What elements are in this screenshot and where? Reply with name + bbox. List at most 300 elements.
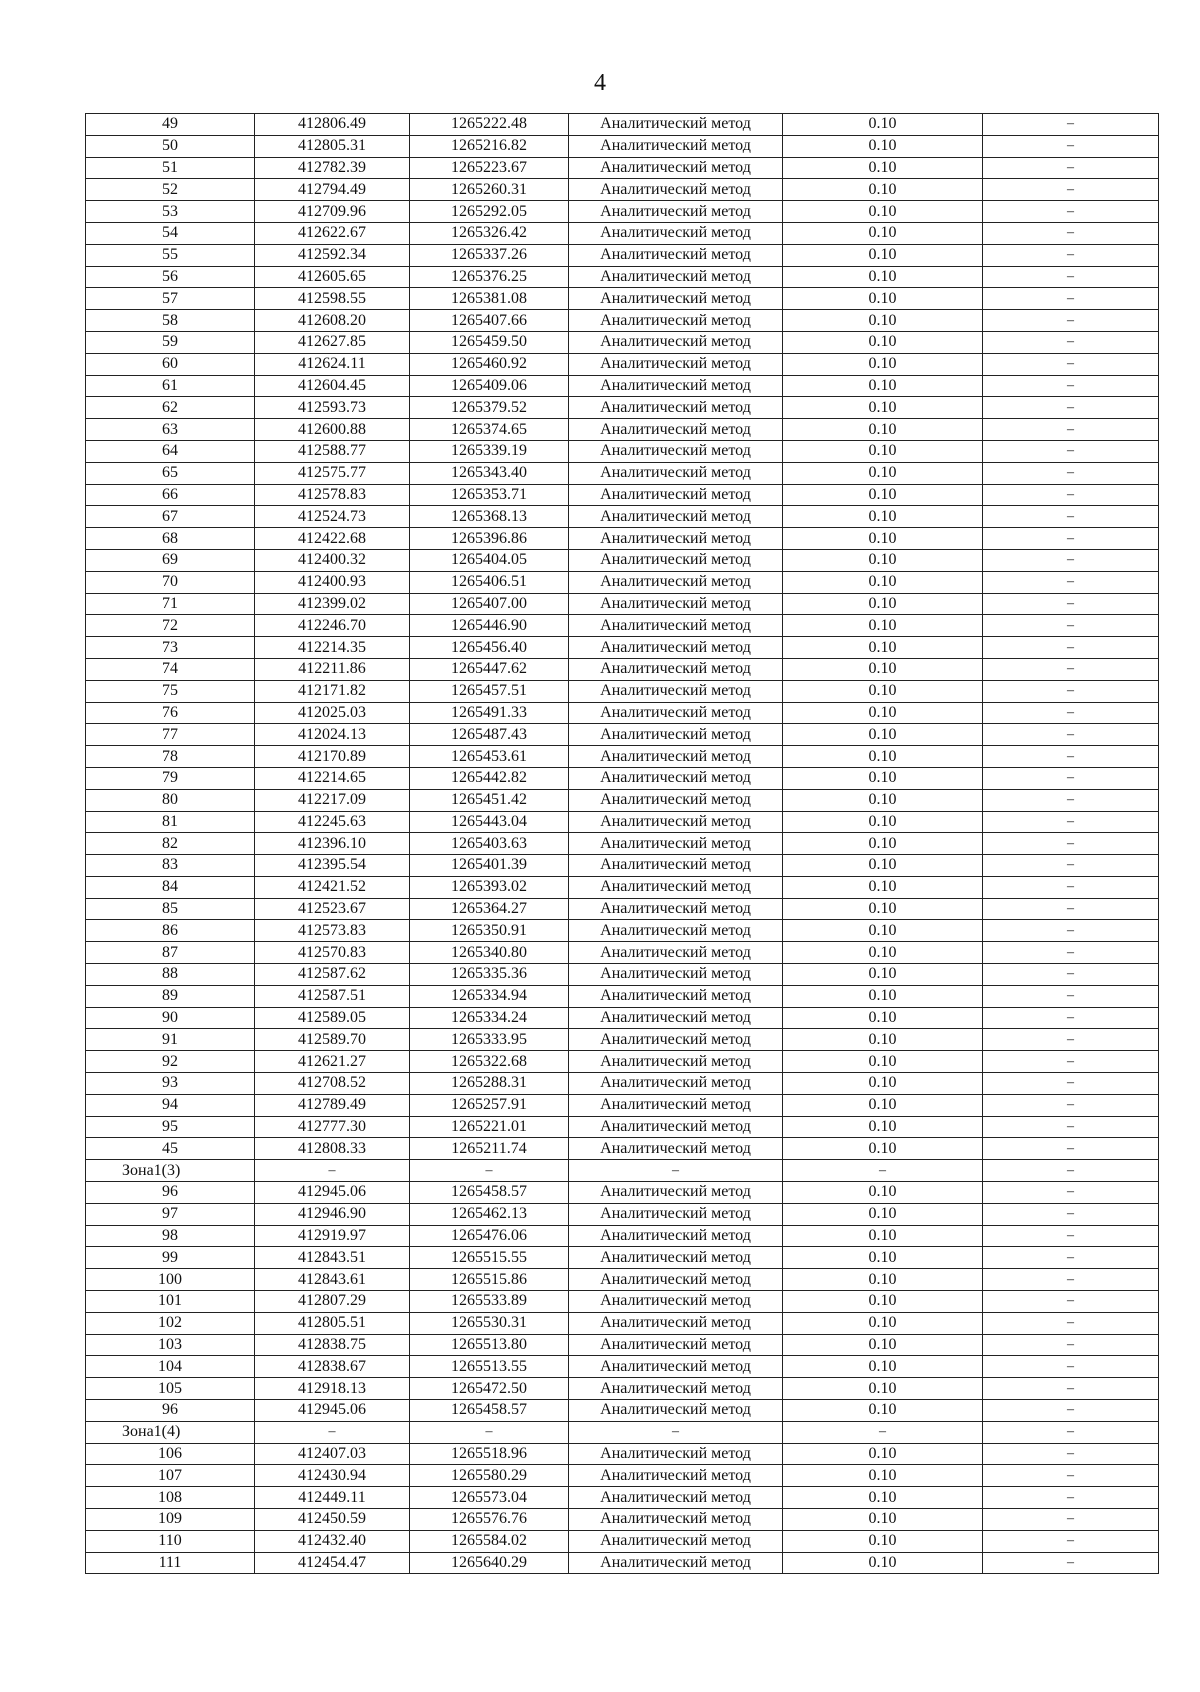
accuracy-cell: 0.10	[783, 1334, 983, 1356]
accuracy-cell: 0.10	[783, 1552, 983, 1574]
x-coordinate-cell: 412777.30	[255, 1116, 410, 1138]
y-coordinate-cell: 1265364.27	[410, 898, 569, 920]
x-coordinate-cell: 412806.49	[255, 114, 410, 136]
table-row	[86, 1029, 1159, 1051]
y-coordinate-cell: 1265407.00	[410, 593, 569, 615]
x-coordinate-cell: 412170.89	[255, 746, 410, 768]
method-cell: Аналитический метод	[569, 528, 783, 550]
x-coordinate-cell: 412432.40	[255, 1530, 410, 1552]
table-row	[86, 1443, 1159, 1465]
accuracy-cell: 0.10	[783, 702, 983, 724]
method-cell: Аналитический метод	[569, 1182, 783, 1204]
table-row	[86, 811, 1159, 833]
table-row	[86, 201, 1159, 223]
accuracy-cell: 0.10	[783, 549, 983, 571]
method-cell: Аналитический метод	[569, 1291, 783, 1313]
y-coordinate-cell: 1265223.67	[410, 157, 569, 179]
point-number-cell: 52	[86, 179, 255, 201]
method-cell: Аналитический метод	[569, 1247, 783, 1269]
table-row	[86, 484, 1159, 506]
point-number-cell: Зона1(4)	[86, 1421, 255, 1443]
note-cell: –	[983, 1312, 1159, 1334]
point-number-cell: 72	[86, 615, 255, 637]
method-cell: Аналитический метод	[569, 702, 783, 724]
accuracy-cell: 0.10	[783, 1291, 983, 1313]
x-coordinate-cell: 412400.93	[255, 571, 410, 593]
x-coordinate-cell: 412805.31	[255, 135, 410, 157]
point-number-cell: 82	[86, 833, 255, 855]
note-cell: –	[983, 637, 1159, 659]
x-coordinate-cell: 412524.73	[255, 506, 410, 528]
point-number-cell: 105	[86, 1378, 255, 1400]
note-cell: –	[983, 1465, 1159, 1487]
note-cell: –	[983, 266, 1159, 288]
table-row	[86, 1465, 1159, 1487]
x-coordinate-cell: 412794.49	[255, 179, 410, 201]
point-number-cell: 63	[86, 419, 255, 441]
point-number-cell: 78	[86, 746, 255, 768]
table-row	[86, 920, 1159, 942]
table-row	[86, 397, 1159, 419]
y-coordinate-cell: 1265533.89	[410, 1291, 569, 1313]
point-number-cell: 58	[86, 310, 255, 332]
note-cell: –	[983, 114, 1159, 136]
note-cell: –	[983, 157, 1159, 179]
x-coordinate-cell: 412709.96	[255, 201, 410, 223]
note-cell: –	[983, 702, 1159, 724]
point-number-cell: 57	[86, 288, 255, 310]
note-cell: –	[983, 1116, 1159, 1138]
method-cell: Аналитический метод	[569, 135, 783, 157]
point-number-cell: 70	[86, 571, 255, 593]
y-coordinate-cell: 1265580.29	[410, 1465, 569, 1487]
accuracy-cell: 0.10	[783, 288, 983, 310]
point-number-cell: 87	[86, 942, 255, 964]
accuracy-cell: 0.10	[783, 1138, 983, 1160]
y-coordinate-cell: 1265350.91	[410, 920, 569, 942]
table-row	[86, 1269, 1159, 1291]
accuracy-cell: 0.10	[783, 1225, 983, 1247]
accuracy-cell: 0.10	[783, 1116, 983, 1138]
point-number-cell: 61	[86, 375, 255, 397]
x-coordinate-cell: 412587.62	[255, 964, 410, 986]
table-row	[86, 135, 1159, 157]
method-cell: Аналитический метод	[569, 1116, 783, 1138]
y-coordinate-cell: 1265374.65	[410, 419, 569, 441]
point-number-cell: 101	[86, 1291, 255, 1313]
method-cell: Аналитический метод	[569, 375, 783, 397]
table-row	[86, 1225, 1159, 1247]
accuracy-cell: –	[783, 1421, 983, 1443]
table-row	[86, 1291, 1159, 1313]
y-coordinate-cell: 1265292.05	[410, 201, 569, 223]
x-coordinate-cell: 412604.45	[255, 375, 410, 397]
y-coordinate-cell: 1265404.05	[410, 549, 569, 571]
table-row	[86, 789, 1159, 811]
note-cell: –	[983, 1487, 1159, 1509]
table-row	[86, 593, 1159, 615]
accuracy-cell: 0.10	[783, 135, 983, 157]
accuracy-cell: 0.10	[783, 1007, 983, 1029]
x-coordinate-cell: 412523.67	[255, 898, 410, 920]
point-number-cell: 100	[86, 1269, 255, 1291]
x-coordinate-cell: 412600.88	[255, 419, 410, 441]
table-row	[86, 114, 1159, 136]
point-number-cell: 69	[86, 549, 255, 571]
method-cell: Аналитический метод	[569, 680, 783, 702]
x-coordinate-cell: 412945.06	[255, 1182, 410, 1204]
method-cell: Аналитический метод	[569, 506, 783, 528]
accuracy-cell: 0.10	[783, 1509, 983, 1531]
method-cell: Аналитический метод	[569, 746, 783, 768]
note-cell: –	[983, 724, 1159, 746]
y-coordinate-cell: 1265584.02	[410, 1530, 569, 1552]
zone-header-row	[86, 1160, 1159, 1182]
x-coordinate-cell: 412838.67	[255, 1356, 410, 1378]
method-cell: Аналитический метод	[569, 310, 783, 332]
table-row	[86, 637, 1159, 659]
table-row	[86, 1094, 1159, 1116]
note-cell: –	[983, 811, 1159, 833]
accuracy-cell: 0.10	[783, 1400, 983, 1422]
accuracy-cell: 0.10	[783, 964, 983, 986]
accuracy-cell: 0.10	[783, 201, 983, 223]
note-cell: –	[983, 789, 1159, 811]
x-coordinate-cell: 412808.33	[255, 1138, 410, 1160]
accuracy-cell: 0.10	[783, 331, 983, 353]
x-coordinate-cell: 412400.32	[255, 549, 410, 571]
point-number-cell: Зона1(3)	[86, 1160, 255, 1182]
note-cell: –	[983, 1552, 1159, 1574]
point-number-cell: 62	[86, 397, 255, 419]
accuracy-cell: 0.10	[783, 985, 983, 1007]
note-cell: –	[983, 920, 1159, 942]
point-number-cell: 56	[86, 266, 255, 288]
table-row	[86, 746, 1159, 768]
point-number-cell: 68	[86, 528, 255, 550]
method-cell: Аналитический метод	[569, 1530, 783, 1552]
x-coordinate-cell: 412593.73	[255, 397, 410, 419]
x-coordinate-cell: 412587.51	[255, 985, 410, 1007]
x-coordinate-cell: 412805.51	[255, 1312, 410, 1334]
table-row	[86, 157, 1159, 179]
point-number-cell: 59	[86, 331, 255, 353]
accuracy-cell: 0.10	[783, 375, 983, 397]
y-coordinate-cell: 1265442.82	[410, 767, 569, 789]
accuracy-cell: 0.10	[783, 1530, 983, 1552]
x-coordinate-cell: 412246.70	[255, 615, 410, 637]
point-number-cell: 102	[86, 1312, 255, 1334]
point-number-cell: 79	[86, 767, 255, 789]
table-row	[86, 528, 1159, 550]
table-row	[86, 898, 1159, 920]
table-row	[86, 724, 1159, 746]
y-coordinate-cell: 1265443.04	[410, 811, 569, 833]
method-cell: Аналитический метод	[569, 1378, 783, 1400]
table-row	[86, 222, 1159, 244]
point-number-cell: 94	[86, 1094, 255, 1116]
method-cell: Аналитический метод	[569, 266, 783, 288]
note-cell: –	[983, 1509, 1159, 1531]
table-row	[86, 876, 1159, 898]
point-number-cell: 45	[86, 1138, 255, 1160]
x-coordinate-cell: 412608.20	[255, 310, 410, 332]
note-cell: –	[983, 440, 1159, 462]
point-number-cell: 85	[86, 898, 255, 920]
x-coordinate-cell: 412450.59	[255, 1509, 410, 1531]
point-number-cell: 91	[86, 1029, 255, 1051]
accuracy-cell: 0.10	[783, 680, 983, 702]
point-number-cell: 96	[86, 1400, 255, 1422]
method-cell: Аналитический метод	[569, 724, 783, 746]
method-cell: Аналитический метод	[569, 331, 783, 353]
y-coordinate-cell: 1265472.50	[410, 1378, 569, 1400]
x-coordinate-cell: 412449.11	[255, 1487, 410, 1509]
accuracy-cell: –	[783, 1160, 983, 1182]
note-cell: –	[983, 353, 1159, 375]
table-row	[86, 375, 1159, 397]
x-coordinate-cell: 412024.13	[255, 724, 410, 746]
note-cell: –	[983, 310, 1159, 332]
y-coordinate-cell: 1265457.51	[410, 680, 569, 702]
x-coordinate-cell: 412789.49	[255, 1094, 410, 1116]
point-number-cell: 54	[86, 222, 255, 244]
x-coordinate-cell: 412421.52	[255, 876, 410, 898]
table-row	[86, 1530, 1159, 1552]
x-coordinate-cell: 412171.82	[255, 680, 410, 702]
method-cell: Аналитический метод	[569, 1073, 783, 1095]
y-coordinate-cell: 1265576.76	[410, 1509, 569, 1531]
note-cell: –	[983, 288, 1159, 310]
table-row	[86, 1400, 1159, 1422]
accuracy-cell: 0.10	[783, 484, 983, 506]
table-row	[86, 1138, 1159, 1160]
method-cell: Аналитический метод	[569, 767, 783, 789]
x-coordinate-cell: 412782.39	[255, 157, 410, 179]
table-row	[86, 353, 1159, 375]
table-row	[86, 833, 1159, 855]
accuracy-cell: 0.10	[783, 571, 983, 593]
accuracy-cell: 0.10	[783, 920, 983, 942]
y-coordinate-cell: 1265487.43	[410, 724, 569, 746]
y-coordinate-cell: 1265456.40	[410, 637, 569, 659]
table-row	[86, 1182, 1159, 1204]
method-cell: Аналитический метод	[569, 658, 783, 680]
table-row	[86, 1552, 1159, 1574]
table-row	[86, 658, 1159, 680]
point-number-cell: 71	[86, 593, 255, 615]
y-coordinate-cell: 1265515.55	[410, 1247, 569, 1269]
accuracy-cell: 0.10	[783, 506, 983, 528]
point-number-cell: 60	[86, 353, 255, 375]
coordinates-table-body	[86, 114, 1159, 1574]
point-number-cell: 53	[86, 201, 255, 223]
y-coordinate-cell: 1265518.96	[410, 1443, 569, 1465]
note-cell: –	[983, 1530, 1159, 1552]
x-coordinate-cell: 412622.67	[255, 222, 410, 244]
accuracy-cell: 0.10	[783, 114, 983, 136]
accuracy-cell: 0.10	[783, 898, 983, 920]
x-coordinate-cell: 412217.09	[255, 789, 410, 811]
note-cell: –	[983, 1138, 1159, 1160]
x-coordinate-cell: 412621.27	[255, 1051, 410, 1073]
table-row	[86, 462, 1159, 484]
method-cell: Аналитический метод	[569, 1356, 783, 1378]
note-cell: –	[983, 985, 1159, 1007]
accuracy-cell: 0.10	[783, 440, 983, 462]
x-coordinate-cell: 412592.34	[255, 244, 410, 266]
note-cell: –	[983, 964, 1159, 986]
method-cell: Аналитический метод	[569, 1400, 783, 1422]
method-cell: Аналитический метод	[569, 1465, 783, 1487]
accuracy-cell: 0.10	[783, 833, 983, 855]
table-row	[86, 702, 1159, 724]
point-number-cell: 77	[86, 724, 255, 746]
method-cell: Аналитический метод	[569, 1029, 783, 1051]
accuracy-cell: 0.10	[783, 1465, 983, 1487]
table-row	[86, 266, 1159, 288]
point-number-cell: 84	[86, 876, 255, 898]
accuracy-cell: 0.10	[783, 1443, 983, 1465]
point-number-cell: 76	[86, 702, 255, 724]
table-row	[86, 288, 1159, 310]
table-row	[86, 179, 1159, 201]
accuracy-cell: 0.10	[783, 942, 983, 964]
method-cell: Аналитический метод	[569, 1443, 783, 1465]
method-cell: Аналитический метод	[569, 1225, 783, 1247]
x-coordinate-cell: 412708.52	[255, 1073, 410, 1095]
note-cell: –	[983, 833, 1159, 855]
x-coordinate-cell: 412945.06	[255, 1400, 410, 1422]
table-row	[86, 1334, 1159, 1356]
note-cell: –	[983, 397, 1159, 419]
method-cell: Аналитический метод	[569, 201, 783, 223]
y-coordinate-cell: 1265379.52	[410, 397, 569, 419]
accuracy-cell: 0.10	[783, 179, 983, 201]
note-cell: –	[983, 1400, 1159, 1422]
y-coordinate-cell: –	[410, 1160, 569, 1182]
x-coordinate-cell: 412570.83	[255, 942, 410, 964]
x-coordinate-cell: 412407.03	[255, 1443, 410, 1465]
accuracy-cell: 0.10	[783, 876, 983, 898]
method-cell: Аналитический метод	[569, 179, 783, 201]
y-coordinate-cell: 1265515.86	[410, 1269, 569, 1291]
point-number-cell: 49	[86, 114, 255, 136]
method-cell: Аналитический метод	[569, 397, 783, 419]
accuracy-cell: 0.10	[783, 724, 983, 746]
method-cell: Аналитический метод	[569, 1269, 783, 1291]
table-row	[86, 310, 1159, 332]
y-coordinate-cell: 1265334.94	[410, 985, 569, 1007]
table-row	[86, 1378, 1159, 1400]
method-cell: Аналитический метод	[569, 440, 783, 462]
accuracy-cell: 0.10	[783, 353, 983, 375]
accuracy-cell: 0.10	[783, 244, 983, 266]
point-number-cell: 99	[86, 1247, 255, 1269]
accuracy-cell: 0.10	[783, 855, 983, 877]
note-cell: –	[983, 680, 1159, 702]
method-cell: Аналитический метод	[569, 1138, 783, 1160]
accuracy-cell: 0.10	[783, 637, 983, 659]
table-row	[86, 615, 1159, 637]
method-cell: Аналитический метод	[569, 593, 783, 615]
point-number-cell: 93	[86, 1073, 255, 1095]
table-row	[86, 549, 1159, 571]
x-coordinate-cell: 412454.47	[255, 1552, 410, 1574]
y-coordinate-cell: 1265257.91	[410, 1094, 569, 1116]
zone-header-row	[86, 1421, 1159, 1443]
method-cell: Аналитический метод	[569, 1509, 783, 1531]
accuracy-cell: 0.10	[783, 462, 983, 484]
table-row	[86, 1356, 1159, 1378]
point-number-cell: 97	[86, 1203, 255, 1225]
point-number-cell: 110	[86, 1530, 255, 1552]
point-number-cell: 95	[86, 1116, 255, 1138]
note-cell: –	[983, 658, 1159, 680]
note-cell: –	[983, 1247, 1159, 1269]
x-coordinate-cell: 412627.85	[255, 331, 410, 353]
y-coordinate-cell: 1265403.63	[410, 833, 569, 855]
accuracy-cell: 0.10	[783, 593, 983, 615]
x-coordinate-cell: 412624.11	[255, 353, 410, 375]
point-number-cell: 96	[86, 1182, 255, 1204]
y-coordinate-cell: 1265447.62	[410, 658, 569, 680]
method-cell: Аналитический метод	[569, 353, 783, 375]
note-cell: –	[983, 1225, 1159, 1247]
accuracy-cell: 0.10	[783, 1247, 983, 1269]
y-coordinate-cell: 1265381.08	[410, 288, 569, 310]
point-number-cell: 108	[86, 1487, 255, 1509]
y-coordinate-cell: 1265343.40	[410, 462, 569, 484]
note-cell: –	[983, 1378, 1159, 1400]
y-coordinate-cell: 1265446.90	[410, 615, 569, 637]
x-coordinate-cell: 412245.63	[255, 811, 410, 833]
note-cell: –	[983, 1334, 1159, 1356]
method-cell: Аналитический метод	[569, 114, 783, 136]
note-cell: –	[983, 331, 1159, 353]
note-cell: –	[983, 1182, 1159, 1204]
point-number-cell: 111	[86, 1552, 255, 1574]
method-cell: Аналитический метод	[569, 833, 783, 855]
note-cell: –	[983, 1421, 1159, 1443]
table-row	[86, 1312, 1159, 1334]
x-coordinate-cell: 412573.83	[255, 920, 410, 942]
table-row	[86, 440, 1159, 462]
point-number-cell: 89	[86, 985, 255, 1007]
x-coordinate-cell: 412399.02	[255, 593, 410, 615]
accuracy-cell: 0.10	[783, 1094, 983, 1116]
note-cell: –	[983, 222, 1159, 244]
x-coordinate-cell: 412214.35	[255, 637, 410, 659]
x-coordinate-cell: 412589.05	[255, 1007, 410, 1029]
table-row	[86, 1116, 1159, 1138]
x-coordinate-cell: 412588.77	[255, 440, 410, 462]
point-number-cell: 83	[86, 855, 255, 877]
method-cell: Аналитический метод	[569, 1203, 783, 1225]
y-coordinate-cell: 1265530.31	[410, 1312, 569, 1334]
method-cell: Аналитический метод	[569, 898, 783, 920]
point-number-cell: 64	[86, 440, 255, 462]
y-coordinate-cell: 1265453.61	[410, 746, 569, 768]
method-cell: Аналитический метод	[569, 244, 783, 266]
note-cell: –	[983, 571, 1159, 593]
note-cell: –	[983, 201, 1159, 223]
y-coordinate-cell: 1265353.71	[410, 484, 569, 506]
accuracy-cell: 0.10	[783, 658, 983, 680]
accuracy-cell: 0.10	[783, 397, 983, 419]
method-cell: Аналитический метод	[569, 942, 783, 964]
point-number-cell: 81	[86, 811, 255, 833]
